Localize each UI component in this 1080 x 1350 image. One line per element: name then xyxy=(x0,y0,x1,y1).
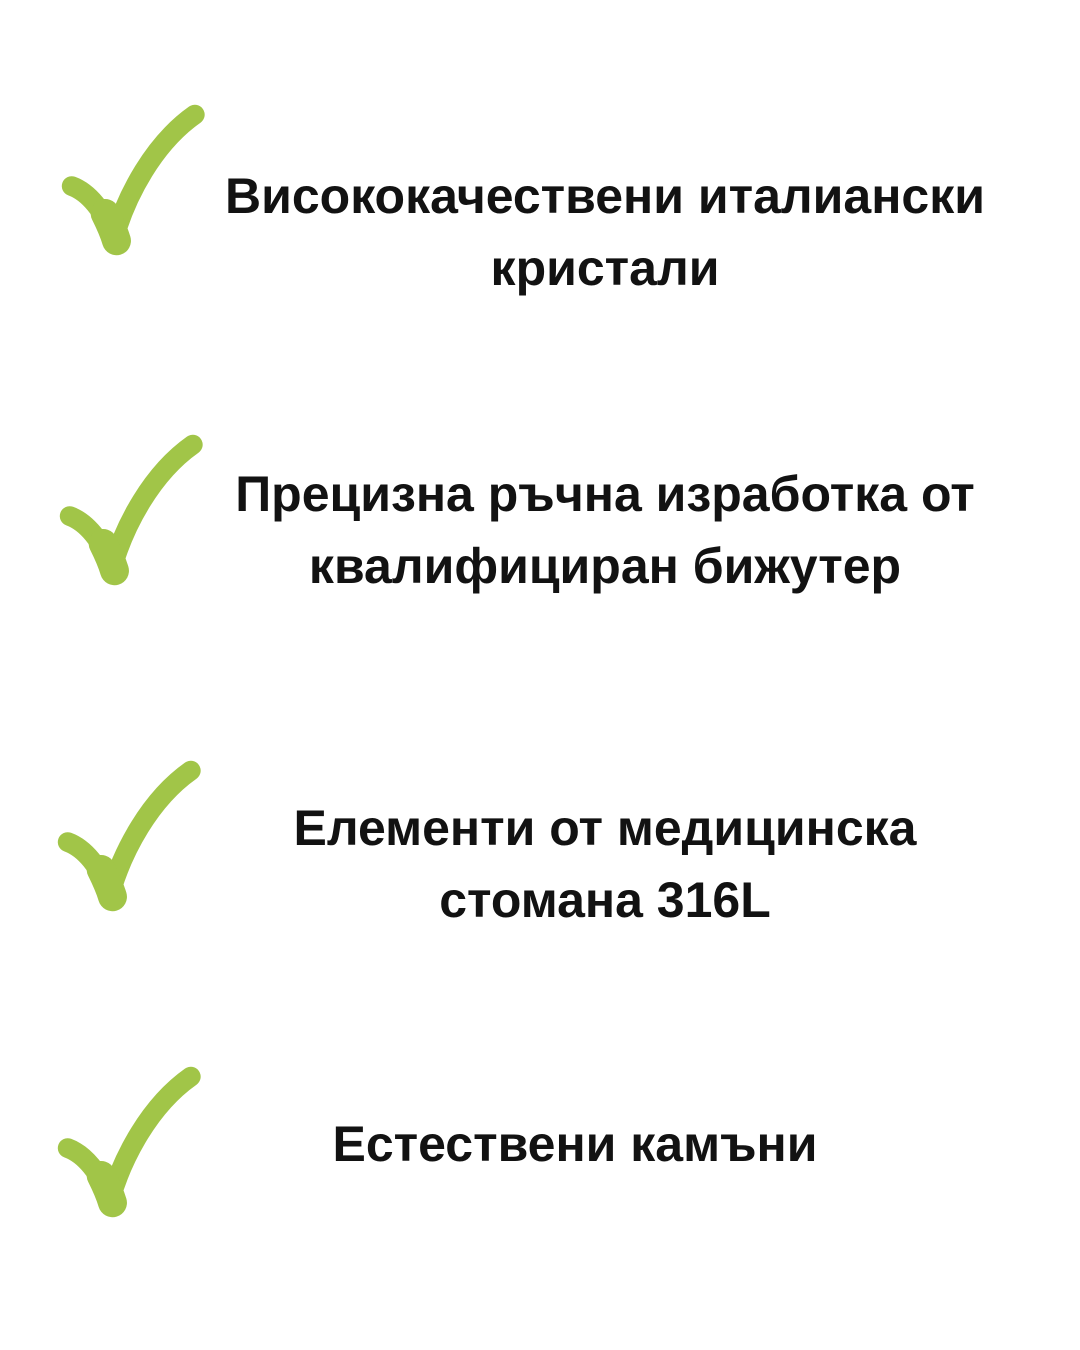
feature-text xyxy=(150,458,1060,602)
feature-text-line: Висококачествени италиански xyxy=(225,168,985,224)
feature-text xyxy=(150,160,1060,304)
feature-text-line: стомана 316L xyxy=(439,872,771,928)
feature-text-line: Естествени камъни xyxy=(332,1116,818,1172)
feature-text xyxy=(150,792,1060,936)
feature-text-line: кристали xyxy=(490,240,720,296)
feature-text xyxy=(150,1108,1000,1180)
feature-text-line: Прецизна ръчна изработка от xyxy=(235,466,975,522)
feature-text-line: Елементи от медицинска xyxy=(293,800,917,856)
feature-text-line: квалифициран бижутер xyxy=(308,538,902,594)
